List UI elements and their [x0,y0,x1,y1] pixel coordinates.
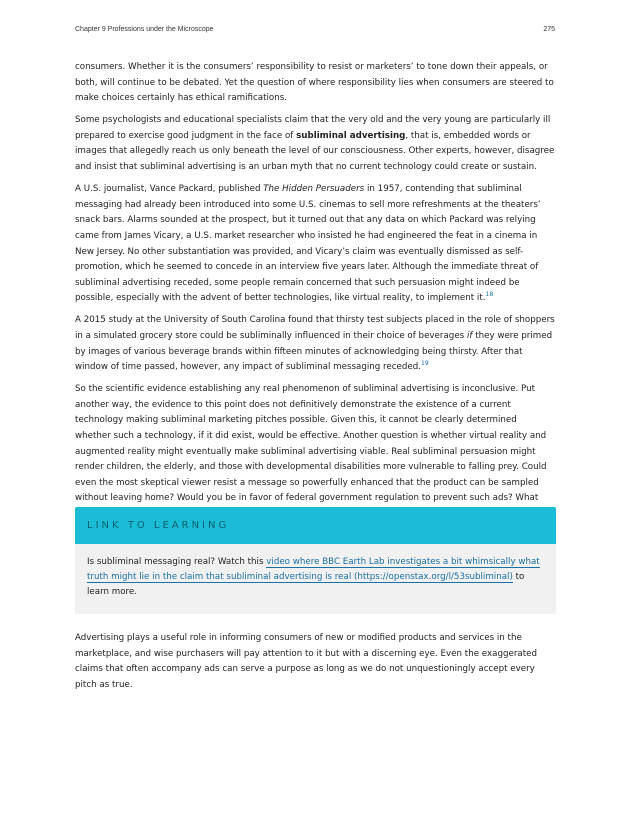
paragraph-5: So the scientific evidence establishing any real phenomenon of subliminal advertising is inconclusive. Put another way, the evidence to this point does not definitively demonstrate the existence of a current technology making subliminal marketing pitches possible. Given this, it cannot be clearly determined whether such a technology, if it did exist, would be effective. Another question is whether virtual reality and augmented reality might eventually make subliminal advertising viable. Real subliminal persuasion might render children, the elderly, and those with developmental disabilities more vulnerable to falling prey. Could even the most skeptical viewer resist a message so powerfully enhanced that the product can be sampled without leaving home? Would you be in favor of federal government regulation to prevent such ads? What [75,384,547,504]
footnote-link-19[interactable]: 19 [421,360,429,368]
key-term: subliminal advertising [296,130,406,141]
paragraph-4: A 2015 study at the University of South Carolina found that thirsty test subjects placed in the role of shoppers in a simulated grocery store could be subliminally influenced in their choice of beverages if they were primed by images of various beverage brands within fifteen minutes of acknowledging being thirsty. After that window of time passed, however, any impact of subliminal messaging receded.$^{19}$ [75,315,555,373]
paragraph-3: A U.S. journalist, Vance Packard, published The Hidden Persuaders in 1957, contending that subliminal messaging had already been introduced into some U.S. cinemas to sell more refreshments at the theaters’ snack bars. Alarms sounded at the prospect, but it turned out that any data on which Packard was relying came from James Vicary, a U.S. market researcher who insisted he had engineered the feat in a cinema in New Jersey. No other substantiation was provided, and Vicary’s claim was eventually dismissed as self-promotion, which he seemed to concede in an interview five years later. Although the immediate threat of subliminal advertising receded, some people remain concerned that such persuasion might indeed be possible, especially with the advent of better technologies, like virtual reality, to implement it.$^{18}$ [75,184,541,304]
paragraph-2: Some psychologists and educational specialists claim that the very old and the very young are particularly ill prepared to exercise good judgment in the face of subliminal advertising, that is, embedded words or images that allegedly reach us only beneath the level of our consciousness. Other experts, however, disagree and insist that subliminal advertising is an urban myth that no current technology could create or sustain. [75,115,555,173]
callout-header [75,507,556,544]
paragraph-1: consumers. Whether it is the consumers’ responsibility to resist or marketers’ to tone down their appeals, or both, will continue to be debated. Yet the question of where responsibility lies when consumers are steered to make choices certainly has ethical ramifications. [75,62,554,104]
paragraph-6: Advertising plays a useful role in informing consumers of new or modified products and services in the marketplace, and wise purchasers will pay attention to it but with a discerning eye. Even the exaggerated claims that often accompany ads can serve a purpose as long as we do not unquestioningly accept every pitch as true. [75,633,537,690]
chapter-title: Chapter 9 Professions under the Microscope [75,26,214,33]
callout-title: LINK TO LEARNING [87,520,230,531]
link-to-learning-box [75,507,556,614]
main-text [75,60,555,529]
closing-text [75,631,555,693]
video-link[interactable]: video where BBC Earth Lab investigates a bit whimsically what truth might lie in the claim that subliminal advertising is real (https://openstax.org/l/53subliminal) [87,557,540,582]
book-title: The Hidden Persuaders [263,184,365,195]
footnote-link-18[interactable]: 18 [485,291,494,299]
callout-body: Is subliminal messaging real? Watch this video where BBC Earth Lab investigates a bit whimsically what truth might lie in the claim that subliminal advertising is real (https://openstax.org/l/53subliminal) to learn more. [75,544,556,614]
page-number: 275 [543,26,555,33]
running-head [75,26,555,33]
